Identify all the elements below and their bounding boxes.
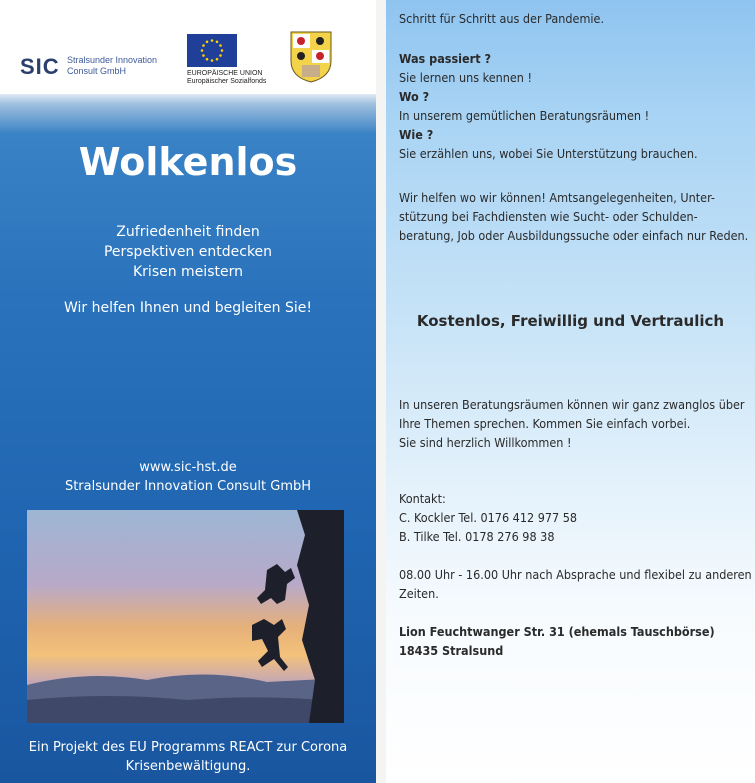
coat-of-arms-icon xyxy=(290,31,332,83)
sic-name-line: Consult GmbH xyxy=(67,66,127,76)
motto-heading: Kostenlos, Freiwillig und Vertraulich xyxy=(416,312,725,330)
help-line: beratung, Job oder Ausbildungssuche oder einfach nur Reden. xyxy=(399,228,749,243)
answer-was: Sie lernen uns kennen ! xyxy=(399,70,533,85)
flyer-front xyxy=(0,0,376,783)
claim-item: Krisen meistern xyxy=(133,264,243,280)
eu-caption xyxy=(187,70,266,86)
sic-logo: SIC xyxy=(20,54,60,79)
claim-item: Zufriedenheit finden xyxy=(116,224,260,240)
hours-line: Zeiten. xyxy=(399,586,439,601)
tagline: Wir helfen Ihnen und begleiten Sie! xyxy=(64,300,312,316)
answer-wo: In unserem gemütlichen Beratungsräumen ! xyxy=(399,108,650,123)
rooms-line: In unseren Beratungsräumen können wir ganz zwanglos über xyxy=(399,397,745,412)
answer-wie: Sie erzählen uns, wobei Sie Unterstützung brauchen. xyxy=(399,146,698,161)
hours-block xyxy=(399,565,752,603)
question-was: Was passiert ? xyxy=(399,51,492,66)
contact-block xyxy=(399,489,577,546)
hours-line: 08.00 Uhr - 16.00 Uhr nach Absprache und flexibel zu anderen xyxy=(399,567,752,582)
project-footer xyxy=(0,738,376,776)
question-wo: Wo ? xyxy=(399,89,430,104)
faq-block xyxy=(399,49,698,163)
address-block xyxy=(399,622,715,660)
claim-item: Perspektiven entdecken xyxy=(103,244,273,260)
contact-entry: B. Tilke Tel. 0178 276 98 38 xyxy=(399,529,555,544)
intro-text: Schritt für Schritt aus der Pandemie. xyxy=(399,11,605,26)
rooms-paragraph xyxy=(399,395,745,452)
sic-company-name xyxy=(67,55,157,77)
website-url: www.sic-hst.de xyxy=(139,460,237,475)
flyer-title: Wolkenlos xyxy=(78,140,298,184)
help-line: stützung bei Fachdiensten wie Sucht- oder Schulden- xyxy=(399,209,698,224)
company-name: Stralsunder Innovation Consult GmbH xyxy=(64,479,312,494)
rooms-line: Ihre Themen sprechen. Kommen Sie einfach vorbei. xyxy=(399,416,691,431)
climber-sunset-photo xyxy=(27,510,344,723)
eu-flag-icon xyxy=(187,34,237,67)
help-line: Wir helfen wo wir können! Amtsangelegenheiten, Unter- xyxy=(399,190,715,205)
footer-line: Ein Projekt des EU Programms REACT zur Corona xyxy=(28,740,348,755)
address-street: Lion Feuchtwanger Str. 31 (ehemals Tauschbörse) xyxy=(399,624,715,639)
contact-label: Kontakt: xyxy=(399,491,446,506)
address-city: 18435 Stralsund xyxy=(399,643,504,658)
question-wie: Wie ? xyxy=(399,127,434,142)
sic-name-line: Stralsunder Innovation xyxy=(67,55,158,65)
eu-caption-line: Europäischer Sozialfonds xyxy=(187,78,267,85)
eu-caption-line: EUROPÄISCHE UNION xyxy=(187,70,263,77)
rooms-line: Sie sind herzlich Willkommen ! xyxy=(399,435,572,450)
website-block xyxy=(0,458,376,496)
footer-line: Krisenbewältigung. xyxy=(125,759,251,774)
logo-header xyxy=(0,0,376,94)
claims-list xyxy=(0,222,376,282)
contact-entry: C. Kockler Tel. 0176 412 977 58 xyxy=(399,510,578,525)
help-paragraph xyxy=(399,188,748,245)
